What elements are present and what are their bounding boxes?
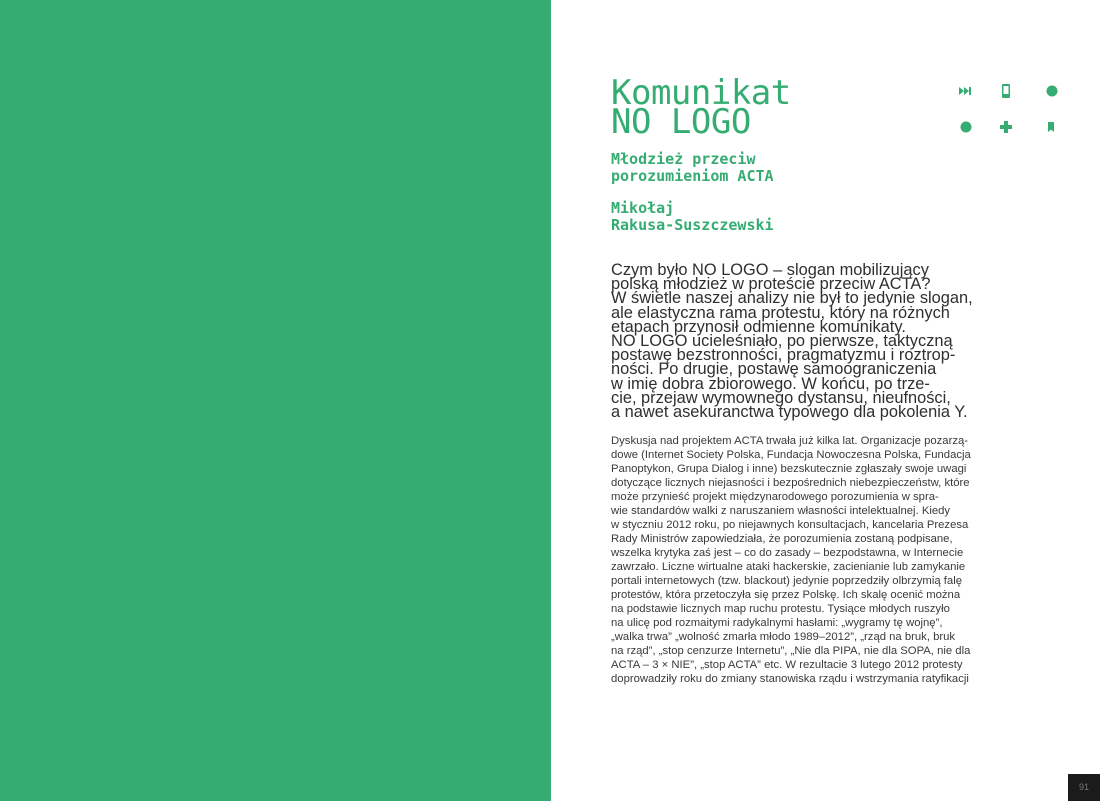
body-line: doprowadziły roku do zmiany stanowiska rządu i wstrzymania ratyfikacji xyxy=(611,673,969,685)
lead-line: ale elastyczna rama protestu, który na różnych xyxy=(611,303,950,322)
body-line: ACTA – 3 × NIE”, „stop ACTA” etc. W rezultacie 3 lutego 2012 protesty xyxy=(611,659,963,671)
body-line: w styczniu 2012 roku, po niejawnych konsultacjach, kancelaria Prezesa xyxy=(611,519,969,531)
body-line: Dyskusja nad projektem ACTA trwała już kilka lat. Organizacje pozarzą- xyxy=(611,435,969,447)
icon-grid xyxy=(957,84,1061,136)
body-line: Panoptykon, Grupa Dialog i inne) bezskutecznie zgłaszały swoje uwagi xyxy=(611,463,967,475)
body-line: portali internetowych (tzw. blackout) jedynie poprzedziły olbrzymią falę xyxy=(611,575,962,587)
subtitle-line-1: Młodzież przeciw xyxy=(611,150,756,168)
lead-paragraph xyxy=(611,261,973,422)
page-number-box xyxy=(1068,774,1100,801)
lead-line: w imię dobra zbiorowego. W końcu, po trze- xyxy=(611,374,930,393)
body-line: na rząd”, „stop cenzurze Internetu”, „Nie dla PIPA, nie dla SOPA, nie dla xyxy=(611,645,971,657)
lead-line: NO LOGO ucieleśniało, po pierwsze, taktyczną xyxy=(611,332,953,351)
page-number: 91 xyxy=(1078,782,1089,792)
body-line: na podstawie licznych map ruchu protestu. Tysiące młodych ruszyło xyxy=(611,603,950,615)
body-line: wie standardów walki z naruszaniem własności intelektualnej. Kiedy xyxy=(611,505,951,517)
lead-line: ności. Po drugie, postawę samoograniczenia xyxy=(611,360,937,379)
dot-icon xyxy=(1045,84,1059,98)
title-line-1: Komunikat xyxy=(611,73,791,113)
body-line: protestów, która przetoczyła się przez Polskę. Ich skalę ocenić można xyxy=(611,589,961,601)
article-subtitle xyxy=(611,151,774,185)
author-line-1: Mikołaj xyxy=(611,199,675,217)
fast-forward-icon xyxy=(957,84,971,98)
body-paragraph xyxy=(611,434,971,686)
lead-line: postawę bezstronności, pragmatyzmu i roztrop- xyxy=(611,346,956,365)
plus-icon xyxy=(999,120,1013,134)
article-title xyxy=(611,73,791,142)
lead-line: etapach przynosił odmienne komunikaty. xyxy=(611,317,906,336)
body-line: może przynieść projekt międzynarodowego porozumienia w spra- xyxy=(611,491,939,503)
body-line: dowe (Internet Society Polska, Fundacja Nowoczesna Polska, Fundacja xyxy=(611,449,971,461)
subtitle-line-2: porozumieniom ACTA xyxy=(611,167,774,185)
body-line: Rady Ministrów zapowiedziała, że porozumienia zostaną podpisane, xyxy=(611,533,953,545)
lead-line: W świetle naszej analizy nie był to jedynie slogan, xyxy=(611,289,973,308)
lead-line: a nawet asekuranctwa typowego dla pokolenia Y. xyxy=(611,403,968,422)
bookmark-icon xyxy=(1044,120,1058,134)
body-line: wszelka krytyka zaś jest – co do zasady – bezpodstawna, w Internecie xyxy=(611,547,964,559)
title-line-2: NO LOGO xyxy=(611,102,751,142)
lead-line: polską młodzież w proteście przeciw ACTA? xyxy=(611,275,931,294)
body-line: na ulicę pod rozmaitymi radykalnymi hasłami: „wygramy tę wojnę”, xyxy=(611,617,943,629)
body-line: zawrzało. Liczne wirtualne ataki hackerskie, zacienianie lub zamykanie xyxy=(611,561,966,573)
dot-icon xyxy=(959,120,973,134)
body-line: „walka trwa” „wolność zmarła młodo 1989–2012”, „rząd na bruk, bruk xyxy=(611,631,956,643)
author-line-2: Rakusa-Suszczewski xyxy=(611,216,774,234)
lead-line: cie, przejaw wymownego dystansu, nieufności, xyxy=(611,388,951,407)
body-line: dotyczące licznych niejasności i bezpośrednich niebezpieczeństw, które xyxy=(611,477,970,489)
lead-line: Czym było NO LOGO – slogan mobilizujący xyxy=(611,261,929,279)
phone-icon xyxy=(999,84,1013,98)
article-author xyxy=(611,200,774,234)
